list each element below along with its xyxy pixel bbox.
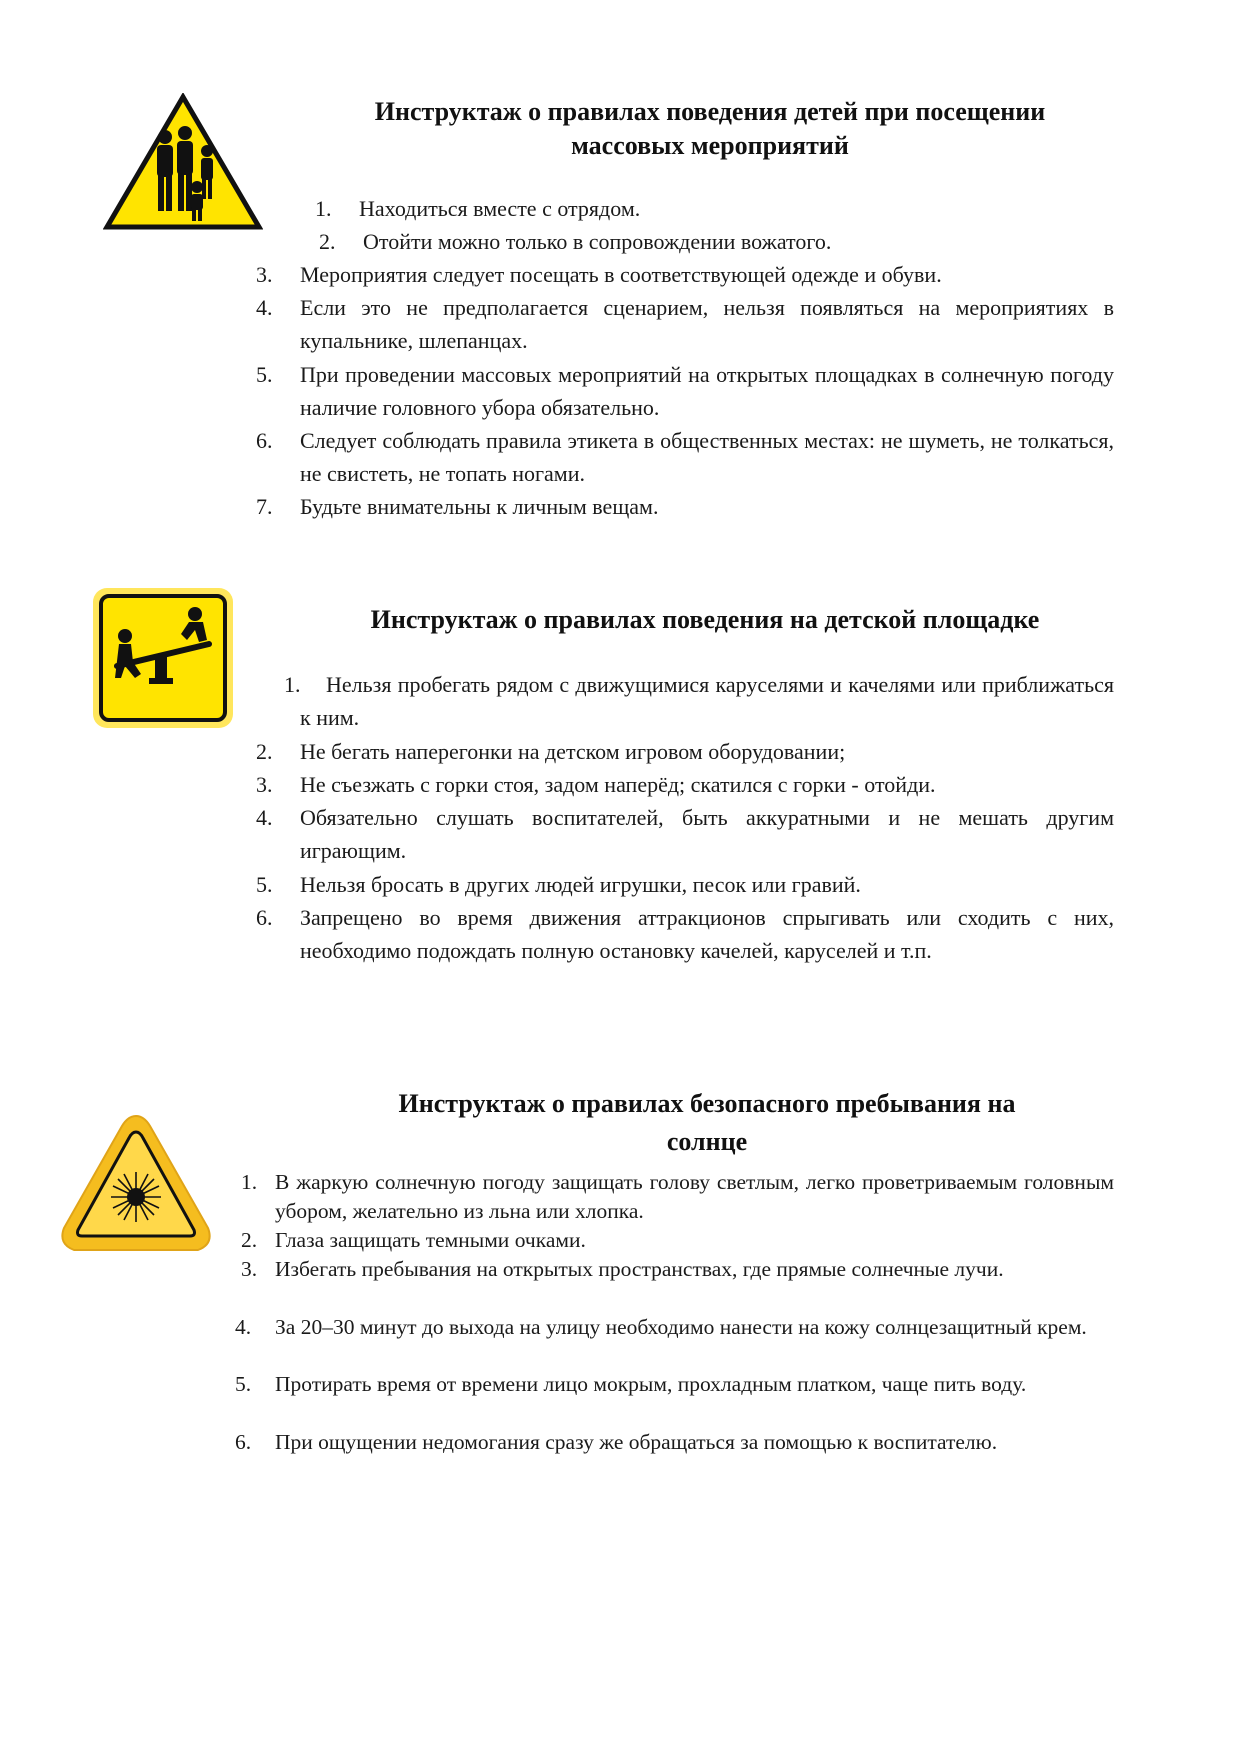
list-item xyxy=(284,668,1114,734)
family-crossing-warning-icon xyxy=(103,93,263,233)
list-item xyxy=(235,1370,1114,1399)
list-item xyxy=(256,358,1114,424)
item-text: Будьте внимательны к личным вещам. xyxy=(300,494,659,519)
item-text: Нельзя пробегать рядом с движущимися каруселями и качелями или приближаться к ним. xyxy=(300,672,1114,730)
list-item xyxy=(241,1226,1114,1255)
item-text: Запрещено во время движения аттракционов спрыгивать или сходить с них, необходимо подождать полную остановку качелей, каруселей и т.п. xyxy=(300,905,1114,963)
list-item xyxy=(319,225,1114,258)
item-number: 3. xyxy=(256,262,273,287)
item-text: Протирать время от времени лицо мокрым, прохладным платком, чаще пить воду. xyxy=(275,1372,1027,1396)
section-title: Инструктаж о правилах поведения на детской площадке xyxy=(370,605,1040,634)
list-item xyxy=(241,1168,1114,1225)
list-item xyxy=(235,1313,1114,1342)
list-item xyxy=(256,258,1114,291)
item-number: 3. xyxy=(241,1257,258,1281)
item-number: 4. xyxy=(256,295,273,320)
list-item xyxy=(235,1428,1114,1457)
list-item xyxy=(256,868,1114,901)
list-item xyxy=(256,424,1114,490)
list-item xyxy=(256,490,1114,523)
list-item xyxy=(256,291,1114,357)
item-text: Не бегать наперегонки на детском игровом оборудовании; xyxy=(300,739,846,764)
item-number: 7. xyxy=(256,494,273,519)
item-text: Нельзя бросать в других людей игрушки, песок или гравий. xyxy=(300,872,861,897)
list-item xyxy=(241,1255,1114,1284)
section-title xyxy=(300,1085,1114,1161)
list-item xyxy=(256,901,1114,967)
item-text: При ощущении недомогания сразу же обращаться за помощью к воспитателю. xyxy=(275,1430,998,1454)
item-text: Отойти можно только в сопровождении вожатого. xyxy=(363,229,832,254)
sun-radiation-warning-icon xyxy=(58,1110,214,1256)
item-number: 4. xyxy=(256,805,273,830)
item-text: В жаркую солнечную погоду защищать голову светлым, легко проветриваемым головным убором, желательно из льна или хлопка. xyxy=(275,1170,1114,1223)
item-number: 3. xyxy=(256,772,273,797)
title-line: массовых мероприятий xyxy=(571,131,849,160)
item-number: 5. xyxy=(256,362,273,387)
item-number: 1. xyxy=(315,196,332,221)
item-text: Глаза защищать темными очками. xyxy=(275,1228,586,1252)
list-item xyxy=(256,801,1114,867)
list-item xyxy=(315,192,1114,225)
playground-seesaw-sign-icon xyxy=(91,586,235,730)
item-number: 2. xyxy=(256,739,273,764)
item-text: Обязательно слушать воспитателей, быть аккуратными и не мешать другим играющим. xyxy=(300,805,1114,863)
item-text: Избегать пребывания на открытых пространствах, где прямые солнечные лучи. xyxy=(275,1257,1004,1281)
item-number: 1. xyxy=(241,1170,258,1194)
item-number: 1. xyxy=(284,672,301,697)
list-item xyxy=(256,735,1114,768)
item-text: Находиться вместе с отрядом. xyxy=(359,196,641,221)
item-text: Следует соблюдать правила этикета в общественных местах: не шуметь, не толкаться, не свистеть, не топать ногами. xyxy=(300,428,1114,486)
title-line: Инструктаж о правилах поведения детей при посещении xyxy=(374,97,1046,126)
title-line: Инструктаж о правилах безопасного пребывания на xyxy=(398,1089,1016,1118)
section-title xyxy=(275,95,1145,163)
item-text: При проведении массовых мероприятий на открытых площадках в солнечную погоду наличие головного убора обязательно. xyxy=(300,362,1114,420)
item-number: 5. xyxy=(235,1372,252,1396)
item-number: 2. xyxy=(319,229,336,254)
item-number: 6. xyxy=(256,905,273,930)
list-item xyxy=(256,768,1114,801)
item-number: 4. xyxy=(235,1315,252,1339)
item-number: 6. xyxy=(256,428,273,453)
item-number: 5. xyxy=(256,872,273,897)
item-text: Если это не предполагается сценарием, нельзя появляться на мероприятиях в купальнике, шлепанцах. xyxy=(300,295,1114,353)
item-text: За 20–30 минут до выхода на улицу необходимо нанести на кожу солнцезащитный крем. xyxy=(275,1315,1087,1339)
item-text: Мероприятия следует посещать в соответствующей одежде и обуви. xyxy=(300,262,942,287)
title-line: солнце xyxy=(666,1127,748,1156)
item-number: 6. xyxy=(235,1430,252,1454)
item-number: 2. xyxy=(241,1228,258,1252)
item-text: Не съезжать с горки стоя, задом наперёд; скатился с горки - отойди. xyxy=(300,772,936,797)
